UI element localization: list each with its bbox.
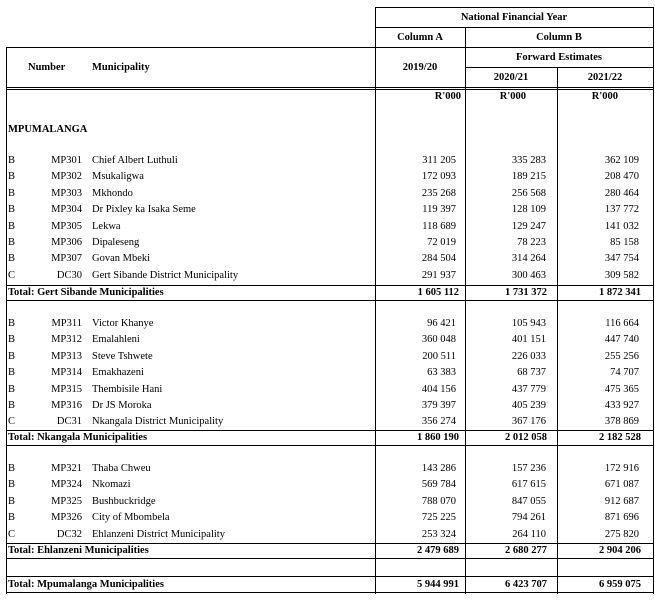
table-cell-b2: 137 772	[604, 204, 639, 216]
table-cell-name: Govan Mbeki	[92, 253, 151, 265]
grid-line	[6, 285, 654, 286]
header-national-financial-year: National Financial Year	[460, 12, 568, 23]
table-cell-name: Emalahleni	[92, 334, 140, 346]
table-cell-b2: 208 470	[604, 171, 639, 183]
table-cell-name: Victor Khanye	[92, 318, 154, 329]
table-cell-num: MP313	[51, 350, 82, 362]
table-cell-b1: 68 737	[517, 367, 546, 379]
table-cell-name: Chief Albert Luthuli	[92, 155, 178, 166]
table-cell-name: Msukaligwa	[92, 171, 144, 183]
table-cell-a: 172 093	[421, 171, 456, 183]
table-cell-num: MP325	[51, 495, 82, 507]
table-cell-name: Nkangala District Municipality	[92, 416, 224, 428]
grand-total-label: Total: Mpumalanga Municipalities	[8, 579, 164, 590]
table-cell-cat: B	[8, 400, 16, 411]
table-cell-b1: 300 463	[511, 269, 546, 281]
table-cell-b2: 255 256	[604, 350, 639, 362]
table-cell-num: DC32	[56, 528, 82, 540]
table-cell-name: City of Mbombela	[92, 512, 170, 524]
grid-line	[557, 67, 558, 594]
table-cell-b1: 128 109	[511, 204, 546, 216]
table-cell-b1: 226 033	[511, 350, 546, 362]
grid-line	[6, 558, 654, 559]
total-row-label: Total: Nkangala Municipalities	[8, 432, 148, 443]
table-cell-name: Steve Tshwete	[92, 350, 153, 362]
unit-label-a: R'000	[434, 91, 461, 102]
table-cell-b1: 367 176	[511, 416, 546, 428]
table-cell-name: Dr Pixley ka Isaka Seme	[92, 204, 196, 216]
table-cell-num: MP303	[51, 187, 82, 199]
table-cell-a: 118 689	[422, 220, 456, 232]
table-cell-b2: 447 740	[604, 334, 639, 346]
table-cell-cat: C	[8, 416, 16, 428]
table-cell-b2: 116 664	[605, 318, 639, 329]
table-cell-a: 235 268	[421, 187, 456, 199]
table-cell-b1: 314 264	[511, 253, 546, 265]
table-cell-b1: 189 215	[511, 171, 546, 183]
table-cell-a: 200 511	[422, 350, 456, 362]
total-row-label: Total: Ehlanzeni Municipalities	[8, 545, 149, 556]
table-cell-cat: B	[8, 383, 16, 395]
table-cell-name: Ehlanzeni District Municipality	[92, 528, 225, 540]
province-title: MPUMALANGA	[8, 124, 88, 135]
table-cell-name: Thaba Chweu	[92, 463, 151, 474]
table-cell-num: MP316	[51, 400, 82, 411]
table-cell-b1: 794 261	[511, 512, 546, 524]
table-cell-cat: B	[8, 171, 16, 183]
table-cell-b1: 157 236	[511, 463, 546, 474]
grid-line	[465, 67, 654, 68]
table-cell-b2: 378 869	[604, 416, 639, 428]
table-cell-b1: 847 055	[511, 495, 546, 507]
total-row-b2: 2 904 206	[599, 545, 641, 556]
table-cell-cat: B	[8, 479, 16, 491]
table-cell-a: 72 019	[427, 237, 456, 248]
table-cell-a: 788 070	[421, 495, 456, 507]
grid-line	[6, 47, 7, 594]
table-cell-num: MP301	[51, 155, 82, 166]
table-cell-b2: 871 696	[604, 512, 639, 524]
total-row-b1: 2 012 058	[505, 432, 547, 443]
header-column-b: Column B	[536, 32, 582, 43]
table-cell-name: Nkomazi	[92, 479, 131, 491]
table-cell-b1: 256 568	[511, 187, 546, 199]
table-cell-num: MP311	[51, 318, 82, 329]
table-cell-b1: 105 943	[511, 318, 546, 329]
table-cell-b1: 405 239	[511, 400, 546, 411]
table-cell-a: 360 048	[421, 334, 456, 346]
grid-line	[375, 7, 654, 8]
table-cell-cat: B	[8, 187, 16, 199]
table-cell-num: MP307	[51, 253, 82, 265]
table-cell-b1: 264 110	[512, 528, 546, 540]
table-cell-name: Mkhondo	[92, 187, 133, 199]
total-row-b1: 1 731 372	[505, 287, 547, 298]
table-cell-cat: B	[8, 237, 16, 248]
table-cell-b1: 78 223	[517, 237, 546, 248]
table-cell-num: MP306	[51, 237, 82, 248]
table-cell-cat: C	[8, 528, 16, 540]
table-cell-num: MP324	[51, 479, 82, 491]
table-cell-num: MP326	[51, 512, 82, 524]
header-year-2019: 2019/20	[402, 62, 438, 73]
table-cell-num: MP302	[51, 171, 82, 183]
total-row-b1: 2 680 277	[505, 545, 547, 556]
table-cell-cat: B	[8, 318, 16, 329]
grid-line	[6, 89, 654, 90]
table-cell-b2: 912 687	[604, 495, 639, 507]
table-cell-a: 311 205	[422, 155, 456, 166]
table-cell-b2: 309 582	[604, 269, 639, 281]
table-cell-a: 291 937	[421, 269, 456, 281]
grid-line	[6, 87, 654, 88]
table-cell-a: 356 274	[421, 416, 456, 428]
table-cell-name: Gert Sibande District Municipality	[92, 269, 239, 281]
table-cell-num: MP315	[51, 383, 82, 395]
table-cell-cat: B	[8, 220, 16, 232]
table-cell-a: 569 784	[421, 479, 456, 491]
unit-label-b1: R'000	[499, 91, 526, 102]
table-cell-name: Emakhazeni	[92, 367, 144, 379]
table-cell-b2: 347 754	[604, 253, 639, 265]
table-cell-num: DC30	[56, 269, 82, 281]
header-forward-estimates: Forward Estimates	[515, 52, 603, 63]
grid-line	[6, 445, 654, 446]
table-cell-name: Thembisile Hani	[92, 383, 163, 395]
grid-line	[375, 47, 654, 48]
header-year-2021: 2021/22	[587, 72, 623, 83]
grid-line	[6, 576, 654, 577]
table-cell-b1: 129 247	[511, 220, 546, 232]
table-cell-b1: 617 615	[511, 479, 546, 491]
grid-line	[6, 47, 375, 48]
grid-line	[6, 430, 654, 431]
table-cell-num: MP312	[51, 334, 82, 346]
table-cell-a: 725 225	[421, 512, 456, 524]
total-row-b2: 1 872 341	[599, 287, 641, 298]
grid-line	[6, 300, 654, 301]
table-cell-num: MP305	[51, 220, 82, 232]
table-cell-name: Dipaleseng	[92, 237, 140, 248]
table-cell-cat: B	[8, 350, 16, 362]
table-cell-b1: 437 779	[511, 383, 546, 395]
table-cell-a: 119 397	[422, 204, 456, 216]
total-row-a: 2 479 689	[417, 545, 459, 556]
table-cell-num: MP314	[51, 367, 82, 379]
table-cell-b2: 275 820	[604, 528, 639, 540]
grid-line	[6, 543, 654, 544]
table-cell-b1: 335 283	[511, 155, 546, 166]
table-cell-b2: 85 158	[610, 237, 639, 248]
total-row-a: 1 605 112	[417, 287, 459, 298]
table-cell-cat: B	[8, 155, 16, 166]
table-cell-b2: 74 707	[610, 367, 639, 379]
table-cell-num: DC31	[56, 416, 82, 428]
table-cell-a: 63 383	[427, 367, 456, 379]
table-cell-cat: B	[8, 253, 16, 265]
table-cell-a: 96 421	[427, 318, 456, 329]
header-municipality: Municipality	[92, 62, 150, 73]
table-cell-cat: B	[8, 512, 16, 524]
table-cell-cat: B	[8, 334, 16, 346]
table-cell-num: MP321	[51, 463, 82, 474]
total-row-label: Total: Gert Sibande Municipalities	[8, 287, 164, 298]
grand-total-a: 5 944 991	[417, 579, 459, 590]
unit-label-b2: R'000	[591, 91, 618, 102]
table-cell-cat: B	[8, 204, 16, 216]
table-cell-num: MP304	[51, 204, 82, 216]
table-cell-b2: 362 109	[604, 155, 639, 166]
table-cell-cat: C	[8, 269, 16, 281]
grid-line	[6, 592, 654, 593]
table-cell-b2: 141 032	[604, 220, 639, 232]
grand-total-b1: 6 423 707	[505, 579, 547, 590]
table-cell-cat: B	[8, 367, 16, 379]
table-cell-cat: B	[8, 495, 16, 507]
table-cell-b2: 475 365	[604, 383, 639, 395]
grid-line	[465, 27, 466, 594]
table-cell-b1: 401 151	[511, 334, 546, 346]
table-cell-b2: 280 464	[604, 187, 639, 199]
table-cell-name: Lekwa	[92, 220, 121, 232]
header-column-a: Column A	[397, 32, 443, 43]
table-cell-name: Dr JS Moroka	[92, 400, 152, 411]
table-cell-a: 284 504	[421, 253, 456, 265]
total-row-a: 1 860 190	[417, 432, 459, 443]
grid-line	[375, 27, 654, 28]
table-cell-a: 404 156	[421, 383, 456, 395]
table-cell-b2: 172 916	[604, 463, 639, 474]
total-row-b2: 2 182 528	[599, 432, 641, 443]
table-cell-cat: B	[8, 463, 16, 474]
table-cell-a: 143 286	[421, 463, 456, 474]
header-number: Number	[28, 62, 66, 73]
table-cell-b2: 671 087	[604, 479, 639, 491]
table-cell-a: 253 324	[421, 528, 456, 540]
table-cell-name: Bushbuckridge	[92, 495, 156, 507]
header-year-2020: 2020/21	[493, 72, 529, 83]
table-cell-a: 379 397	[421, 400, 456, 411]
grand-total-b2: 6 959 075	[599, 579, 641, 590]
table-cell-b2: 433 927	[604, 400, 639, 411]
